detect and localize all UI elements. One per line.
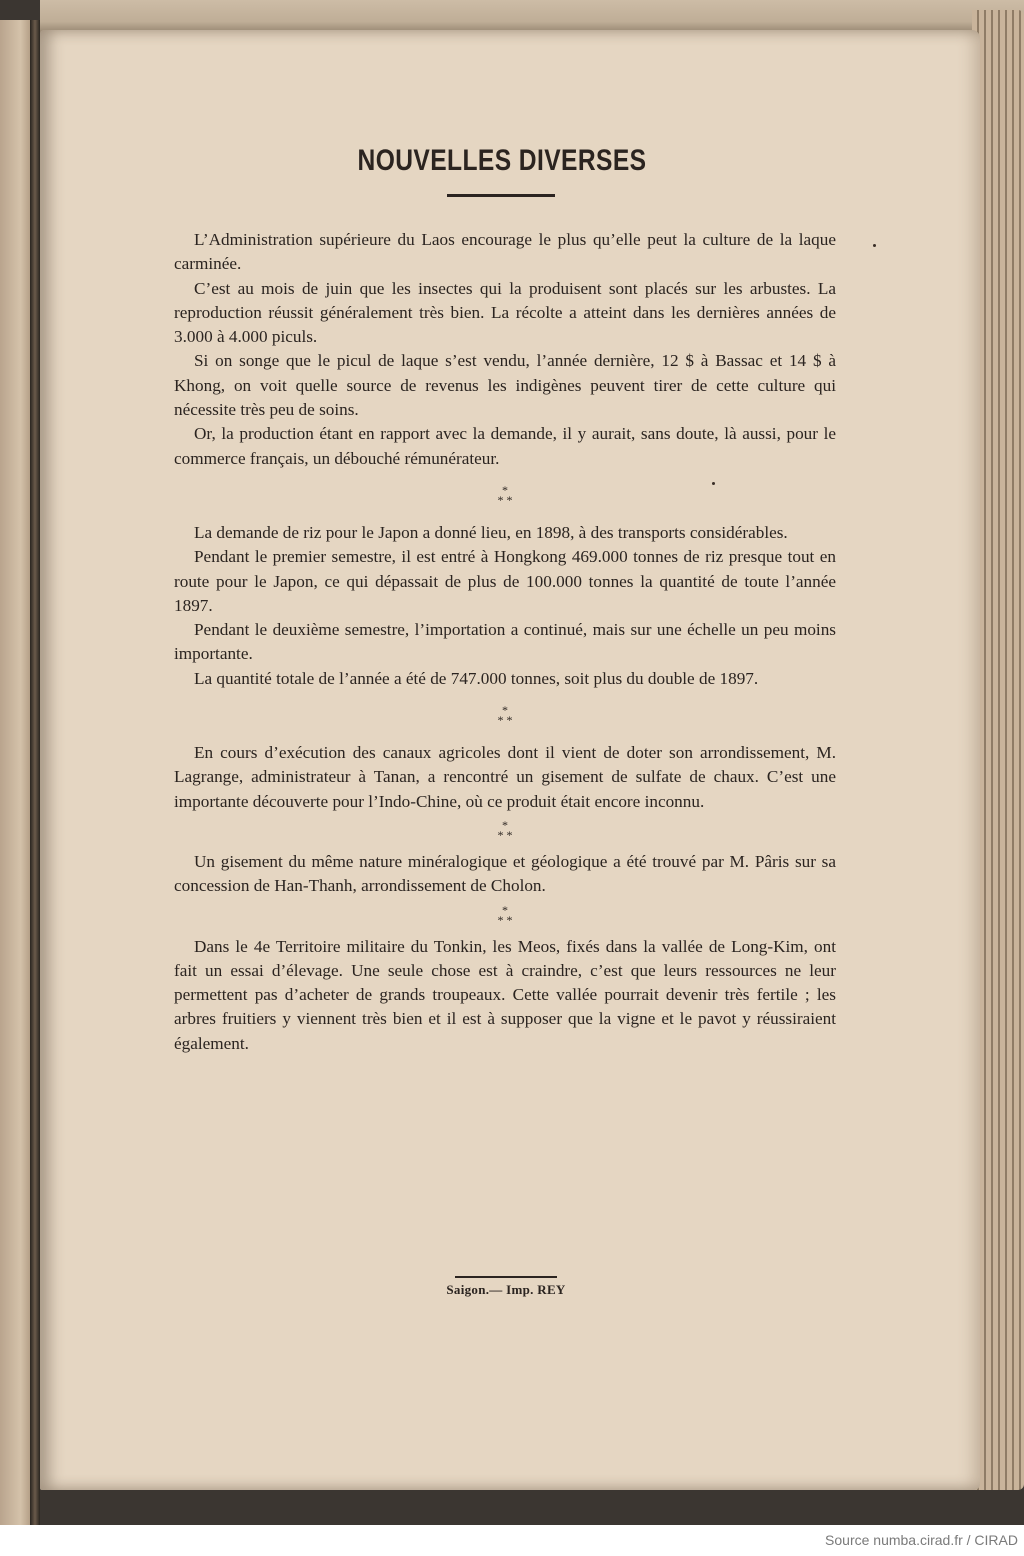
page-title: NOUVELLES DIVERSES (357, 144, 647, 177)
paragraph: L’Administration supérieure du Laos encourage le plus qu’elle peut la culture de la laque carminée. (174, 230, 836, 274)
section-separator (174, 482, 836, 507)
left-page-edge (0, 20, 34, 1525)
printer-imprint: Saigon.— Imp. REY (446, 1282, 566, 1297)
article-body (174, 228, 836, 1056)
section-riz (174, 521, 836, 691)
paragraph: La quantité totale de l’année a été de 747.000 tonnes, soit plus du double de 1897. (194, 668, 759, 688)
asterism-top: * (502, 902, 508, 917)
asterism-top: * (502, 703, 508, 718)
section-separator (174, 703, 836, 728)
title-underline (447, 194, 555, 197)
paragraph: Un gisement du même nature minéralogique et géologique a été trouvé par M. Pâris sur sa concession de Han-Thanh, arrondissement de Cholon. (174, 851, 836, 896)
asterism-bottom: * * (497, 492, 513, 507)
source-credit: Source numba.cirad.fr / CIRAD (825, 1532, 1018, 1548)
section-gisement (174, 850, 836, 899)
asterism-bottom: * * (497, 713, 513, 728)
footer-rule (455, 1276, 557, 1278)
book-binding (30, 20, 40, 1525)
asterism-top: * (502, 482, 508, 497)
paragraph: La demande de riz pour le Japon a donné lieu, en 1898, à des transports considérables. (194, 522, 788, 542)
paragraph: En cours d’exécution des canaux agricoles dont il vient de doter son arrondissement, M. Lagrange, administrateur à Tanan, a rencontré un gisement de sulfate de chaux. C’est une importante découverte pour l’Indo-Chine, où ce produit était encore inconnu. (174, 743, 836, 811)
paragraph: Dans le 4e Territoire militaire du Tonkin, les Meos, fixés dans la vallée de Long-Kim, ont fait un essai d’élevage. Une seule chose est à craindre, c’est que leurs ressources ne leur permettent pas d’acheter de grands troupeaux. Cette vallée pourrait devenir très fertile ; les arbres fruitiers y viennent très bien et il est à supposer que la vigne et le pavot y réussiraient également. (174, 936, 836, 1053)
section-separator (174, 817, 836, 842)
section-sulfate (174, 741, 836, 814)
section-meos (174, 935, 836, 1056)
paragraph: Or, la production étant en rapport avec la demande, il y aurait, sans doute, là aussi, pour le commerce français, un débouché rémunérateur. (174, 424, 836, 468)
asterism-bottom: * * (497, 827, 513, 842)
speck (873, 244, 876, 247)
section-separator (174, 902, 836, 927)
paragraph: Pendant le premier semestre, il est entré à Hongkong 469.000 tonnes de riz presque tout en route pour le Japon, ce qui dépassait de plus de 100.000 tonnes la quantité de toute l’année 1897. (174, 547, 836, 615)
paragraph: C’est au mois de juin que les insectes qui la produisent sont placés sur les arbustes. La reproduction réussit généralement très bien. La récolte a atteint dans les dernières années de 3.000 à 4.000 piculs. (174, 278, 836, 347)
asterism-top: * (502, 817, 508, 832)
paragraph: Si on songe que le picul de laque s’est vendu, l’année dernière, 12 $ à Bassac et 14 $ à Khong, on voit quelle source de revenus les indigènes peuvent tirer de cette culture qui nécessite très peu de soins. (174, 351, 836, 420)
paragraph: Pendant le deuxième semestre, l’importation a continué, mais sur une échelle un peu moins importante. (174, 620, 836, 664)
section-laque (174, 228, 836, 471)
asterism-bottom: * * (497, 912, 513, 927)
